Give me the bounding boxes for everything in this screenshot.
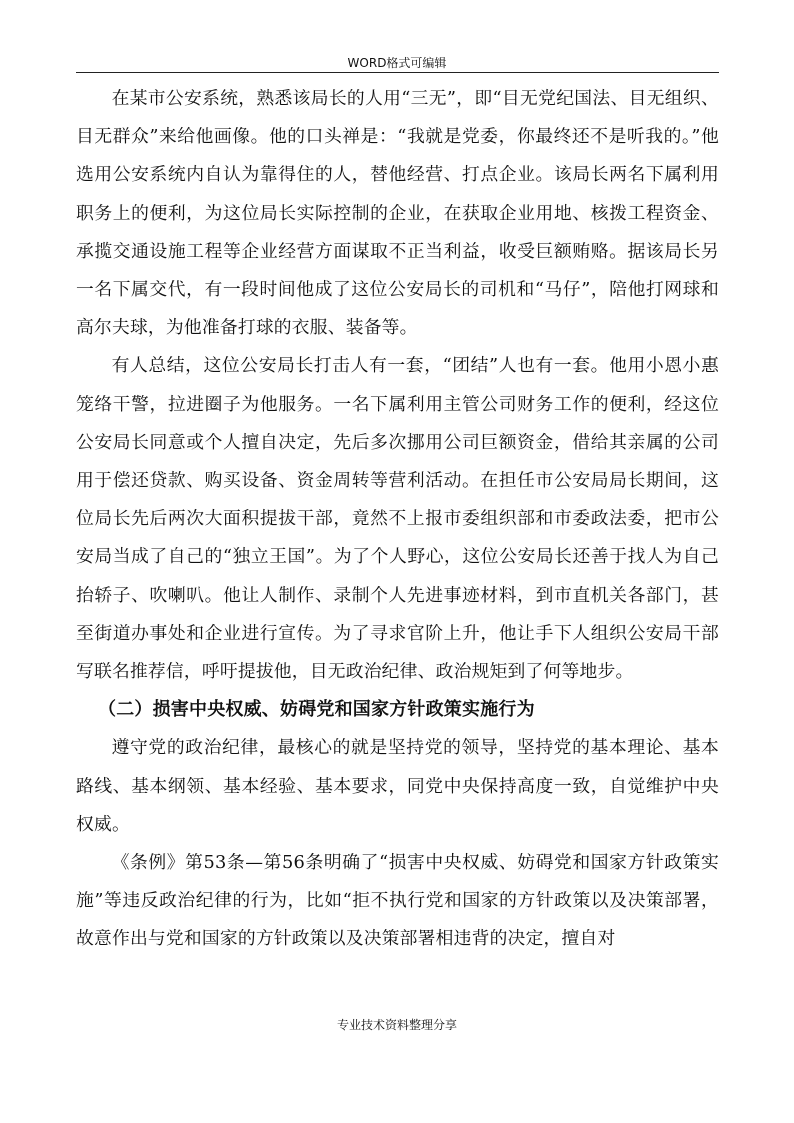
document-body — [76, 80, 719, 959]
page-header: WORD格式可编辑 — [347, 56, 447, 70]
paragraph-4: 《条例》第53条—第56条明确了“损害中央权威、妨碍党和国家方针政策实施”等违反政治纪律的行为，比如“拒不执行党和国家的方针政策以及决策部署，故意作出与党和国家的方针政策以及决策部署相违背的决定，擅自对 — [76, 852, 719, 950]
header-rule — [76, 72, 719, 73]
page-footer: 专业技术资料整理分享 — [336, 1018, 457, 1032]
section-heading: （二）损害中央权威、妨碍党和国家方针政策实施行为 — [98, 699, 535, 721]
paragraph-3: 遵守党的政治纪律，最核心的就是坚持党的领导，坚持党的基本理论、基本路线、基本纲领、基本经验、基本要求，同党中央保持高度一致，自觉维护中央权威。 — [76, 737, 719, 835]
paragraph-2: 有人总结，这位公安局长打击人有一套，“团结”人也有一套。他用小恩小惠笼络干警，拉进圈子为他服务。一名下属利用主管公司财务工作的便利，经这位公安局长同意或个人擅自决定，先后多次挪用公司巨额资金，借给其亲属的公司用于偿还贷款、购买设备、资金周转等营利活动。在担任市公安局局长期间，这位局长先后两次大面积提拔干部，竟然不上报市委组织部和市委政法委，把市公安局当成了自己的“独立王国”。为了个人野心，这位公安局长还善于找人为自己抬轿子、吹喇叭。他让人制作、录制个人先进事迹材料，到市直机关各部门，甚至街道办事处和企业进行宣传。为了寻求官阶上升，他让手下人组织公安局干部写联名推荐信，呼吁提拔他，目无政治纪律、政治规矩到了何等地步。 — [76, 355, 719, 683]
paragraph-1: 在某市公安系统，熟悉该局长的人用“三无”，即“目无党纪国法、目无组织、目无群众”来给他画像。他的口头禅是：“我就是党委，你最终还不是听我的。”他选用公安系统内自认为靠得住的人，替他经营、打点企业。该局长两名下属利用职务上的便利，为这位局长实际控制的企业，在获取企业用地、核拨工程资金、承揽交通设施工程等企业经营方面谋取不正当利益，收受巨额贿赂。据该局长另一名下属交代，有一段时间他成了这位公安局长的司机和“马仔”，陪他打网球和高尔夫球，为他准备打球的衣服、装备等。 — [76, 88, 719, 339]
